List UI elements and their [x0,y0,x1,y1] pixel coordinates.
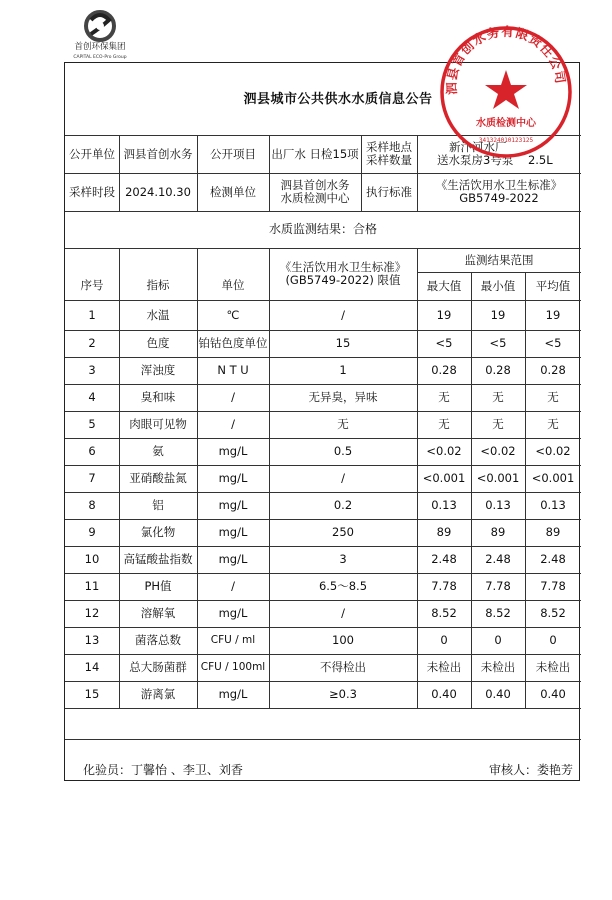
table-cell-max: 0.13 [431,498,457,512]
table-cell-max: 0.40 [431,687,457,701]
table-cell-name: PH值 [144,579,172,593]
sample-location-value: 新汴河水厂 [449,140,507,154]
header-max: 最大值 [426,278,462,293]
table-cell-avg: 0.40 [540,687,566,701]
table-cell-limit: 不得检出 [320,660,366,674]
header-min: 最小值 [480,278,516,293]
disclosure-unit-value: 泗县首创水务 [123,146,193,161]
table-cell-max: 0 [440,633,448,647]
water-quality-table [64,62,580,781]
table-cell-unit: CFU / 100ml [200,661,266,673]
table-cell-avg: 0.28 [540,363,566,377]
table-cell-no: 13 [84,633,100,647]
sample-period-value: 2024.10.30 [125,184,191,199]
seal-center-text: 水质检测中心 [476,118,536,129]
table-cell-limit: 250 [332,525,354,539]
table-cell-no: 6 [88,444,96,458]
table-cell-name: 浑浊度 [140,363,176,377]
table-cell-avg: 2.48 [540,552,566,566]
header-limit-line2: (GB5749-2022) 限值 [285,273,401,287]
standard-label: 执行标准 [366,184,412,199]
table-cell-unit: / [231,417,235,431]
table-cell-unit: mg/L [218,498,248,512]
disclosure-unit-label: 公开单位 [69,146,115,161]
test-unit-value-1: 泗县首创水务 [280,178,350,192]
table-cell-min: 无 [492,390,504,404]
table-cell-limit: 无 [337,417,349,431]
table-cell-avg: 89 [545,525,561,539]
table-cell-min: 无 [492,417,504,431]
table-cell-max: 2.48 [431,552,457,566]
table-cell-unit: / [231,390,235,404]
table-cell-name: 氨 [152,444,164,458]
table-cell-min: 未检出 [480,660,516,674]
table-cell-unit: mg/L [218,552,248,566]
table-cell-max: 19 [436,307,452,322]
table-cell-avg: <0.001 [531,471,575,485]
table-cell-min: 0.40 [485,687,511,701]
table-cell-max: <0.001 [422,471,466,485]
table-cell-unit: mg/L [218,606,248,620]
table-cell-no: 7 [88,471,96,485]
table-cell-no: 3 [88,363,96,377]
table-cell-name: 氯化物 [140,525,176,539]
table-cell-min: 0 [494,633,502,647]
sample-location-value2: 送水泵房3号泵 [437,153,514,167]
sample-period-label: 采样时段 [69,184,115,199]
table-cell-min: 0.28 [485,363,511,377]
table-cell-avg: 无 [547,417,559,431]
table-cell-limit: ≥0.3 [329,687,357,701]
table-cell-max: <0.02 [426,444,462,458]
header-range: 监测结果范围 [464,252,534,267]
sample-qty-label: 采样数量 [366,153,412,167]
company-logo [60,6,140,62]
table-cell-avg: 19 [545,307,561,322]
sample-location-label: 采样地点 [366,140,412,154]
table-cell-max: <5 [435,336,453,350]
table-cell-min: <0.02 [480,444,516,458]
table-cell-limit: / [341,471,345,485]
table-cell-avg: <0.02 [535,444,571,458]
table-cell-name: 溶解氧 [140,606,176,620]
reviewer: 审核人：娄艳芳 [489,763,574,777]
table-cell-name: 肉眼可见物 [129,417,187,431]
table-cell-limit: 6.5～8.5 [318,579,368,593]
table-cell-min: 89 [490,525,506,539]
table-cell-no: 2 [88,336,96,350]
table-cell-max: 无 [438,390,450,404]
table-cell-no: 4 [88,390,96,404]
table-cell-no: 1 [88,307,96,322]
table-cell-max: 8.52 [431,606,457,620]
disclosure-item-label: 公开项目 [210,146,256,161]
table-cell-no: 15 [84,687,100,701]
table-cell-limit: 100 [332,633,354,647]
header-avg: 平均值 [535,278,571,293]
table-cell-max: 未检出 [426,660,462,674]
table-cell-min: <0.001 [476,471,520,485]
table-cell-min: 19 [490,307,506,322]
table-cell-unit: 铂钴色度单位 [198,336,268,350]
table-cell-no: 10 [84,552,100,566]
header-limit-line1: 《生活饮用水卫生标准》 [279,260,407,274]
table-cell-name: 色度 [146,336,170,350]
table-cell-name: 亚硝酸盐氮 [129,471,187,485]
table-cell-max: 无 [438,417,450,431]
table-cell-unit: / [231,579,235,593]
table-cell-avg: 0 [549,633,557,647]
table-cell-min: 7.78 [485,579,511,593]
table-cell-max: 89 [436,525,452,539]
page-title: 泗县城市公共供水水质信息公告 [243,91,433,107]
table-cell-avg: 7.78 [540,579,566,593]
table-cell-no: 5 [88,417,96,431]
table-cell-no: 9 [88,525,96,539]
standard-value-1: 《生活饮用水卫生标准》 [435,178,563,192]
table-cell-avg: 8.52 [540,606,566,620]
disclosure-item-value: 出厂水 日检15项 [271,146,359,161]
table-cell-unit: CFU / ml [210,634,256,646]
table-cell-limit: 15 [335,336,351,350]
table-cell-name: 游离氯 [140,687,176,701]
testers: 化验员：丁馨怡 、李卫、刘香 [83,763,243,777]
table-cell-min: <5 [489,336,507,350]
table-cell-avg: 无 [547,390,559,404]
table-cell-name: 总大肠菌群 [129,660,187,674]
test-unit-label: 检测单位 [210,184,256,199]
test-unit-value-2: 水质检测中心 [280,191,350,205]
standard-value-2: GB5749-2022 [459,191,539,205]
table-cell-limit: 0.5 [333,444,353,458]
table-cell-min: 0.13 [485,498,511,512]
result-text: 水质监测结果：合格 [268,222,377,236]
table-cell-name: 铝 [152,498,164,512]
table-cell-no: 8 [88,498,96,512]
header-unit: 单位 [221,278,245,292]
table-cell-unit: mg/L [218,687,248,701]
logo-brand-cn: 首创环保集团 [74,42,126,52]
seal-ring-text: 泗县首创水务有限责任公司 [443,23,569,96]
table-cell-avg: 未检出 [535,660,571,674]
table-cell-no: 12 [84,606,100,620]
sample-qty-value: 2.5L [527,153,553,167]
table-cell-unit: mg/L [218,525,248,539]
table-cell-avg: 0.13 [540,498,566,512]
seal-code: 341324010123125 [478,137,534,144]
table-cell-min: 8.52 [485,606,511,620]
table-cell-name: 臭和味 [140,390,176,404]
table-cell-limit: 无异臭，异味 [308,390,378,404]
table-cell-limit: / [341,606,345,620]
header-indicator: 指标 [146,278,170,292]
logo-brand-en: CAPITAL ECO-Pro Group [73,55,127,60]
table-cell-unit: mg/L [218,471,248,485]
table-cell-name: 菌落总数 [135,633,181,647]
table-cell-unit: ℃ [226,307,240,322]
official-seal [436,22,576,162]
table-cell-limit: 1 [339,363,347,377]
table-cell-avg: <5 [544,336,562,350]
table-cell-name: 高锰酸盐指数 [123,552,193,566]
seal-star-icon [485,70,527,109]
table-cell-no: 14 [84,660,100,674]
header-no: 序号 [80,278,104,292]
table-cell-max: 7.78 [431,579,457,593]
table-cell-limit: / [341,307,345,322]
table-cell-limit: 0.2 [333,498,353,512]
table-cell-unit: mg/L [218,444,248,458]
table-cell-name: 水温 [146,307,170,322]
table-cell-no: 11 [84,579,100,593]
table-cell-limit: 3 [339,552,347,566]
table-cell-max: 0.28 [431,363,457,377]
table-cell-unit: N T U [217,363,249,377]
table-cell-min: 2.48 [485,552,511,566]
